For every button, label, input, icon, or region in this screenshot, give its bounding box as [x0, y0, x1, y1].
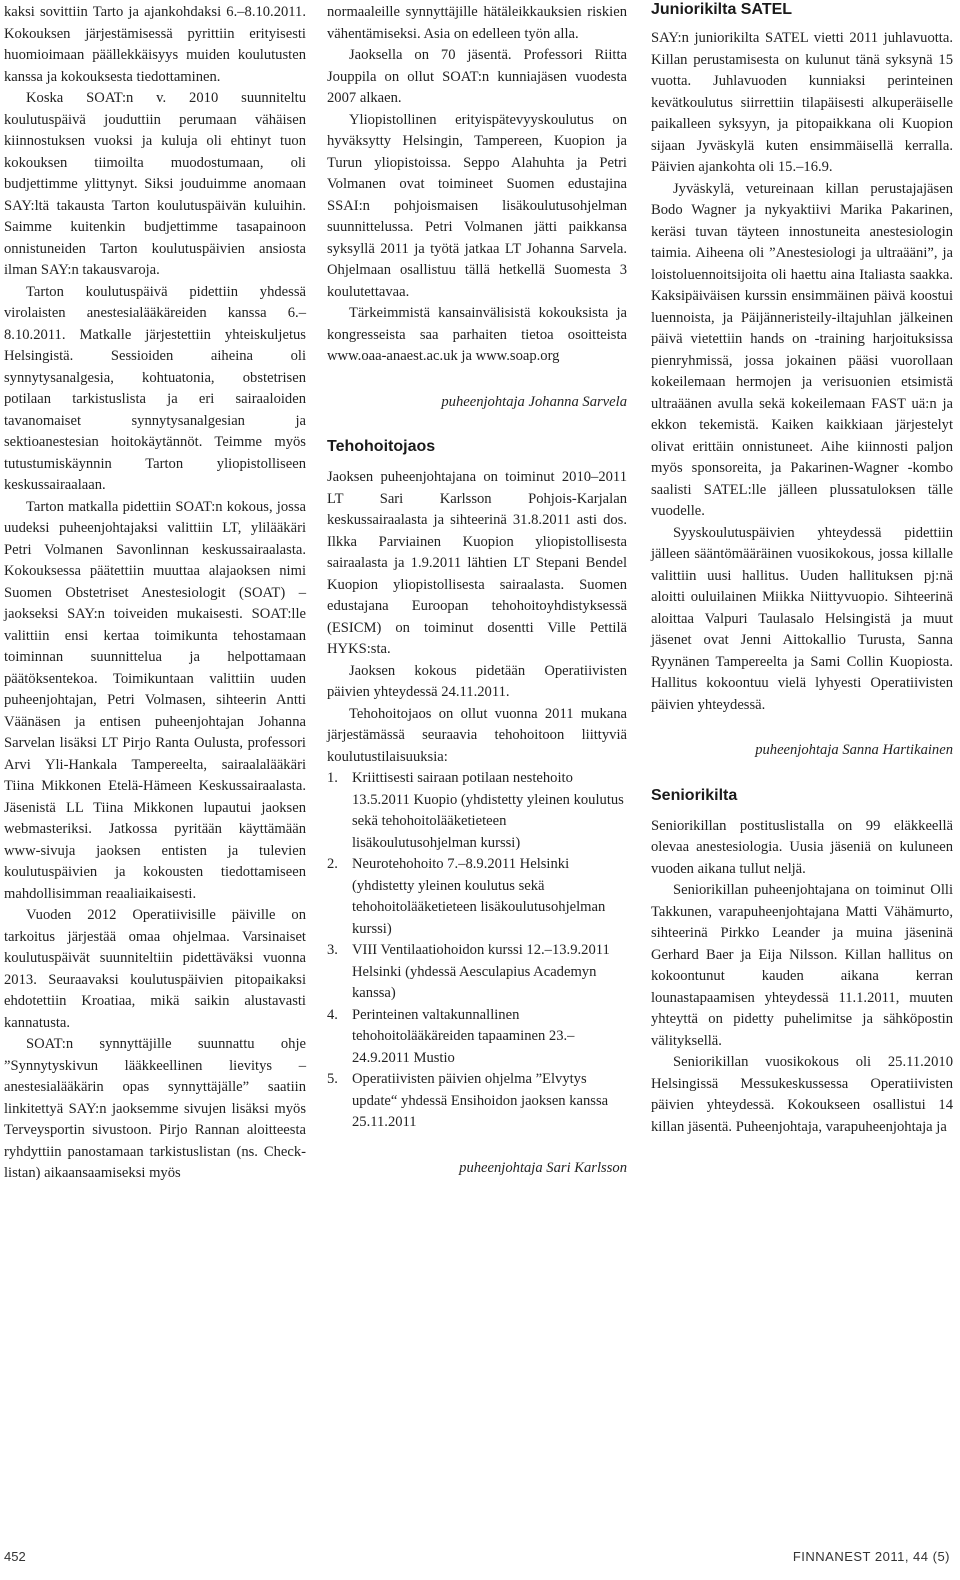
paragraph: Syyskoulutuspäivien yhteydessä pidettiin jälleen sääntömääräinen vuosikokous, jossa killalle valittiin uusi hallitus. Uuden hallituksen pj:nä aloitti ouluilainen Miikka Niittyvuopio. Sihteerinä aloittaa Valpuri Taulasalo Helsingistä ja muut jäsenet ovat Jenni Aittokallio Turusta, Sanna Ryynänen Tampereelta ja Sami Collin Kuopiosta. Hallitus kokoontuu vielä lyhyesti Operatiivisten päivien yhteydessä. [651, 524, 953, 713]
paragraph: Jaoksella on 70 jäsentä. Professori Riitta Jouppila on ollut SOAT:n kunniajäsen vuodesta 2007 alkaen. [327, 47, 627, 106]
paragraph: Jaoksen kokous pidetään Operatiivisten päivien yhteydessä 24.11.2011. [327, 662, 627, 700]
signature-chair: puheenjohtaja Sari Karlsson [459, 1159, 627, 1176]
list-number: 2. [327, 856, 338, 872]
paragraph: Tärkeimmistä kansainvälisistä kokouksista ja kongresseista saa parhaiten tietoa osoitteista www.oaa-anaest.ac.uk ja www.soap.org [327, 305, 627, 364]
section-heading-tehohoitojaos: Tehohoitojaos [327, 438, 436, 455]
list-item [327, 854, 627, 940]
list-item [327, 1069, 627, 1134]
list-number: 4. [327, 1006, 338, 1023]
paragraph: normaaleille synnyttäjille hätäleikkauksien riskien vähentämiseksi. Asia on edelleen työn alla. [327, 4, 627, 42]
column-left [4, 2, 306, 1185]
list-text: Perinteinen valtakunnallinen tehohoitolääkäreiden tapaaminen 23.–24.9.2011 Mustio [352, 1006, 575, 1066]
paragraph: Seniorikillan vuosikokous oli 25.11.2010 Helsingissä Messukeskussessa Operatiivisten päivien yhteydessä. Kokoukseen osallistui 14 killan jäsentä. Puheenjohtaja, varapuheenjohtaja ja [651, 1054, 953, 1135]
list-number: 3. [327, 942, 338, 958]
magazine-footer: FINNANEST 2011, 44 (5) [792, 1549, 950, 1564]
paragraph: Tarton koulutuspäivä pidettiin yhdessä virolaisten anestesialääkäreiden kanssa 6.–8.10.2011. Matkalle järjestettiin yhteiskuljetus Helsingistä. Sessioiden aiheina oli synnytysanalgesia, kohtuatonia, obstetrisen potilaan tarkistuslista ja eri sairaaloiden tavanomaiset synnytysanalgesian ja sektioanestesian hoitokäytännöt. Teimme myös tutustumiskäynnin Tarton yliopistolliseen keskussairaalaan. [4, 283, 306, 493]
paragraph: kaksi sovittiin Tarto ja ajankohdaksi 6.–8.10.2011. Kokouksen järjestämisessä pyrittiin erityisesti huomioimaan päällekkäisyys muiden koulutusten kanssa ja kokouksesta tiedottaminen. [4, 4, 306, 85]
list-text: VIII Ventilaatiohoidon kurssi 12.–13.9.2011 Helsinki (yhdessä Aesculapius Academyn kanssa) [352, 942, 610, 1001]
paragraph: Koska SOAT:n v. 2010 suunniteltu koulutuspäivä jouduttiin perumaan vähäisen kiinnostuksen vuoksi ja kuluja oli ehtinyt tuon kokouksen tiimoilta muodostumaan, oli budjettimme ylittynyt. Siksi jouduimme anomaan SAY:ltä takausta Tarton koulutuspäivän kuluihin. Saimme kuitenkin budjettimme tasapainoon onnistuneiden Tarton koulutuspäivien ansiosta ilman SAY:n takausvaroja. [4, 90, 306, 278]
section-heading-seniorikilta: Seniorikilta [651, 786, 738, 804]
column-middle [327, 2, 627, 1203]
list-text: Operatiivisten päivien ohjelma ”Elvytys update“ yhdessä Ensihoidon jaoksen kanssa 25.11.2011 [352, 1071, 609, 1130]
paragraph: SAY:n juniorikilta SATEL vietti 2011 juhlavuotta. Killan perustamisesta on kulunut tänä syksynä 15 vuotta. Juhlavuoden kunniaksi perinteinen kevätkoulutus siirrettiin tilapäisesti alkuperäiselle paikalleen syksyyn, ja pitopaikkana oli Kuopion sijaan Jyväskylä kuten ensimmäisellä kerralla. Päivien ajankohta oli 15.–16.9. [651, 30, 953, 175]
list-number: 5. [327, 1071, 338, 1087]
paragraph: Vuoden 2012 Operatiivisille päiville on tarkoitus järjestää omaa ohjelmaa. Varsinaiset koulutuspäivät suunniteltiin pidettäväksi vuonna 2013. Seuraavaksi koulutuspäivien pitopaikaksi ehdotettiin Kroatiaa, mikä saikin alustavasti kannatusta. [4, 907, 306, 1031]
signature-chair: puheenjohtaja Sanna Hartikainen [755, 742, 953, 758]
paragraph: Jaoksen puheenjohtajana on toiminut 2010–2011 LT Sari Karlsson Pohjois-Karjalan keskussairaalasta ja sihteerinä 31.8.2011 asti dos. Ilkka Parviainen Kuopion yliopistollisesta sairaalasta ja 1.9.2011 lähtien LT Stepani Bendel Kuopion yliopistollisesta sairaalasta. Suomen edustajana Euroopan tehohoitoyhdistyksessä (ESICM) on toiminut dosentti Ville Pettilä HYKS:sta. [327, 469, 627, 657]
training-list [327, 768, 627, 1134]
list-item [327, 768, 627, 854]
list-item [327, 1005, 627, 1070]
paragraph: Seniorikillan puheenjohtajana on toiminut Olli Takkunen, varapuheenjohtajana Matti Vähämurto, sihteerinä Pirkko Leander ja muina jäseninä Gerhard Baer ja Eija Nilsson. Killan hallitus on kokoontunut kauden aikana kerran lounastapaamisen yhteydessä 11.1.2011, muuten yhteyttä on pidetty puhelimitse ja sähköpostin välityksellä. [651, 882, 953, 1049]
paragraph: Seniorikillan postituslistalla on 99 eläkkeellä olevaa anestesiologia. Uusia jäseniä on kuluneen vuoden aikana tullut neljä. [651, 817, 953, 877]
paragraph: Jyväskylä, vetureinaan killan perustajajäsen Bodo Wagner ja nykyaktiivi Marika Pakarinen, keräsi tuvan täyteen innostuneita anestesiologin taimia. Aiheena oli ”Anestesiologi ja ultraääni”, ja loistoluennoitsijoita oli haettu aina Italiasta saakka. Kaksipäiväisen kurssin ensimmäinen päivä koostui luennoista, ja Päijänneristeily-iltajuhlan jälkeinen päivä vietettiin hands on -training harjoituksissa pienryhmissä, jossa jokainen pääsi vuorollaan kokeilemaan hermojen ja verisuonien etsimistä ultraäänen avulla sekä kokeilemaan FAST uä:n ja ekkon tekemistä. Kaiken kaikkiaan järjestelyt olivat erittäin onnistuneet. Aihe kiinnosti paljon myös sponsoreita, ja Pakarinen-Wagner -kombo saalisti SATEL:lle jälleen plussatuloksen tälle vuodelle. [651, 180, 953, 519]
signature-chair: puheenjohtaja Johanna Sarvela [441, 393, 627, 410]
section-heading-juniorikilta: Juniorikilta SATEL [651, 1, 793, 18]
page-number: 452 [4, 1549, 26, 1564]
list-text: Neurotehohoito 7.–8.9.2011 Helsinki (yhdistetty yleinen koulutus sekä tehohoitolääketieteen lisäkoulutusohjelman kurssi) [352, 856, 606, 937]
list-number: 1. [327, 770, 338, 786]
paragraph: SOAT:n synnyttäjille suunnattu ohje ”Synnytyskivun lääkkeellinen lievitys – anestesialääkärin opas synnyttäjälle” saatiin linkitettyä SAY:n jaoksemme sivujen lisäksi myös Terveysportin sivustoon. Pirjo Rannan aloitteesta ryhdyttiin panostamaan tarkistuslistan (ns. Check-listan) aikaansaamiseksi myös [4, 1036, 306, 1181]
list-text: Kriittisesti sairaan potilaan nestehoito 13.5.2011 Kuopio (yhdistetty yleinen koulutus sekä tehohoitolääketieteen lisäkoulutusohjelman kurssi) [352, 770, 624, 851]
list-item [327, 940, 627, 1005]
paragraph: Tarton matkalla pidettiin SOAT:n kokous, jossa uudeksi puheenjohtajaksi valittiin LT, ylilääkäri Petri Volmanen Savonlinnan keskussairaalasta. Kokouksessa päätettiin muuttaa alajaoksen nimi Suomen Obstetriset Anestesiologit (SOAT) – jaokseksi SAY:n toiveiden mukaisesti. SOAT:lle valittiin ensi kertaa toimikunta tehostamaan toiminnan suunnittelua ja helpottamaan päätöksentekoa. Toimikuntaan valittiin uuden puheenjohtajan, Petri Volmasen, sihteerin Antti Väänäsen ja entisen puheenjohtajan Johanna Sarvelan lisäksi LT Pirjo Ranta Oulusta, professori Arvi Yli-Hankala Tampereelta, sairaalalääkäri Tiina Mikkonen Etelä-Hämeen Keskussairaalasta. Jäsenistä LL Tiina Mikkonen lupautui jaoksen webmasteriksi. Jatkossa pyritään käyttämään www-sivuja jaoksen entisten ja tulevien koulutuspäivien ja kokousten tiedottamiseen mahdollisimman reaaliaikaisesti. [4, 498, 306, 902]
paragraph: Tehohoitojaos on ollut vuonna 2011 mukana järjestämässä seuraavia tehohoitoon liittyviä koulutustilaisuuksia: [327, 705, 627, 765]
column-right [651, 2, 953, 1138]
paragraph: Yliopistollinen erityispätevyyskoulutus on hyväksytty Helsingin, Tampereen, Kuopion ja Turun yliopistoissa. Seppo Alahuhta ja Petri Volmanen ovat toimineet Suomen edustajina SSAI:n pohjoismaisen lisäkoulutusohjelman suunnittelussa. Petri Volmanen jätti paikkansa syksyllä 2011 ja työtä jatkaa LT Johanna Sarvela. Ohjelmaan osallistuu tällä hetkellä Suomesta 3 koulutettavaa. [327, 111, 627, 300]
